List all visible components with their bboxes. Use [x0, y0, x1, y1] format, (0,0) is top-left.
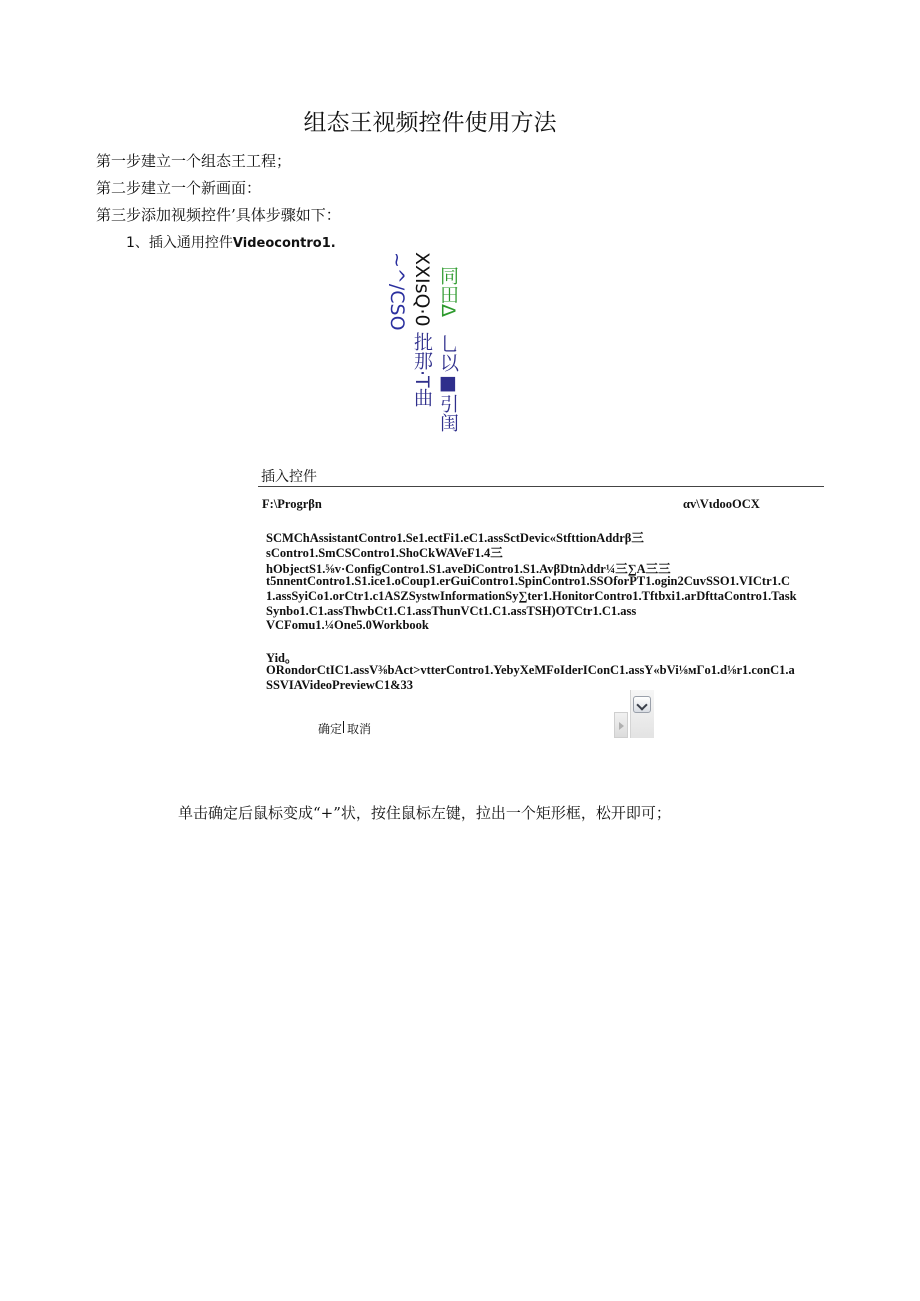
- control-list-line[interactable]: t5nnentContro1.S1.ice1.oCoup1.erGuiContro1.SpinContro1.SSOforPT1.ogin2CuvSSO1.VICtr1.C: [266, 574, 791, 588]
- chevron-down-icon[interactable]: [633, 696, 651, 713]
- substep-prefix: 1、插入通用控件: [126, 235, 233, 251]
- page-title: 组态王视频控件使用方法: [303, 110, 557, 136]
- control-list-line[interactable]: SCMChAssistantContro1.Se1.ectFi1.eC1.assSctDevic«StfttionAddrβ三: [266, 531, 644, 545]
- toolbar-fragment-col-2b: 批那·T曲: [411, 332, 433, 407]
- toolbar-fragment-col-1: ~^/CSO: [386, 252, 408, 331]
- substep-control-name: Videocontro1.: [232, 236, 336, 251]
- step-1-text: 第一步建立一个组态王工程；: [96, 152, 292, 170]
- toolbar-fragment-col-3a: 同田Δ: [437, 266, 459, 317]
- dialog-path-left: F:\Progrβn: [262, 497, 322, 511]
- dropdown-panel: [630, 690, 654, 738]
- dialog-path-right: αv\VιdooOCX: [683, 497, 760, 511]
- dialog-path-row: [262, 497, 760, 512]
- control-list-line[interactable]: VCFomu1.¼One5.0Workbook: [266, 618, 429, 632]
- dropdown-scroll-widget[interactable]: [614, 686, 654, 738]
- scroll-right-icon[interactable]: [614, 712, 628, 738]
- closing-instruction: 单击确定后鼠标变成“+”状，按住鼠标左键，拉出一个矩形框，松开即可；: [178, 804, 671, 822]
- control-list-line[interactable]: Synbo1.C1.assThwbCt1.C1.assThunVCt1.C1.assTSH)OTCtr1.C1.ass: [266, 604, 637, 618]
- cancel-button[interactable]: 取消: [347, 722, 372, 736]
- button-separator: [343, 721, 344, 733]
- toolbar-fragment-col-3b: 乚以■引闺: [437, 334, 459, 432]
- step-3-text: 第三步添加视频控件’具体步骤如下：: [96, 206, 341, 224]
- control-list-line[interactable]: SSVIAVideoPreviewC1&33: [266, 678, 413, 692]
- dialog-title: 插入控件: [261, 469, 317, 485]
- ok-button[interactable]: 确定: [318, 722, 343, 736]
- dialog-divider: [258, 486, 824, 487]
- control-list-line[interactable]: 1.assSyiCo1.orCtr1.c1ASZSystwInformationSy∑ter1.HonitorContro1.Tftbxi1.arDfttaContro1.Task: [266, 589, 797, 603]
- substep-insert-control: [126, 232, 336, 252]
- toolbar-fragment-col-2a: XXIsQ·0: [411, 252, 433, 327]
- control-list-line[interactable]: sContro1.SmCSContro1.ShoCkWAVeF1.4三: [266, 546, 503, 560]
- selected-control-item[interactable]: Yid。: [266, 651, 298, 665]
- control-list-line[interactable]: ORondorCtIC1.assV⅜bAct>vtterContro1.YebyXeMFoIderIConC1.assY«bVi⅛мΓo1.d⅛r1.conC1.a: [266, 663, 795, 677]
- step-2-text: 第二步建立一个新画面：: [96, 179, 262, 197]
- control-list-line[interactable]: hObjectS1.⅝v·ConfigContro1.S1.aveDiContro1.S1.AvβDtnλddr¼三∑A三三: [266, 562, 671, 576]
